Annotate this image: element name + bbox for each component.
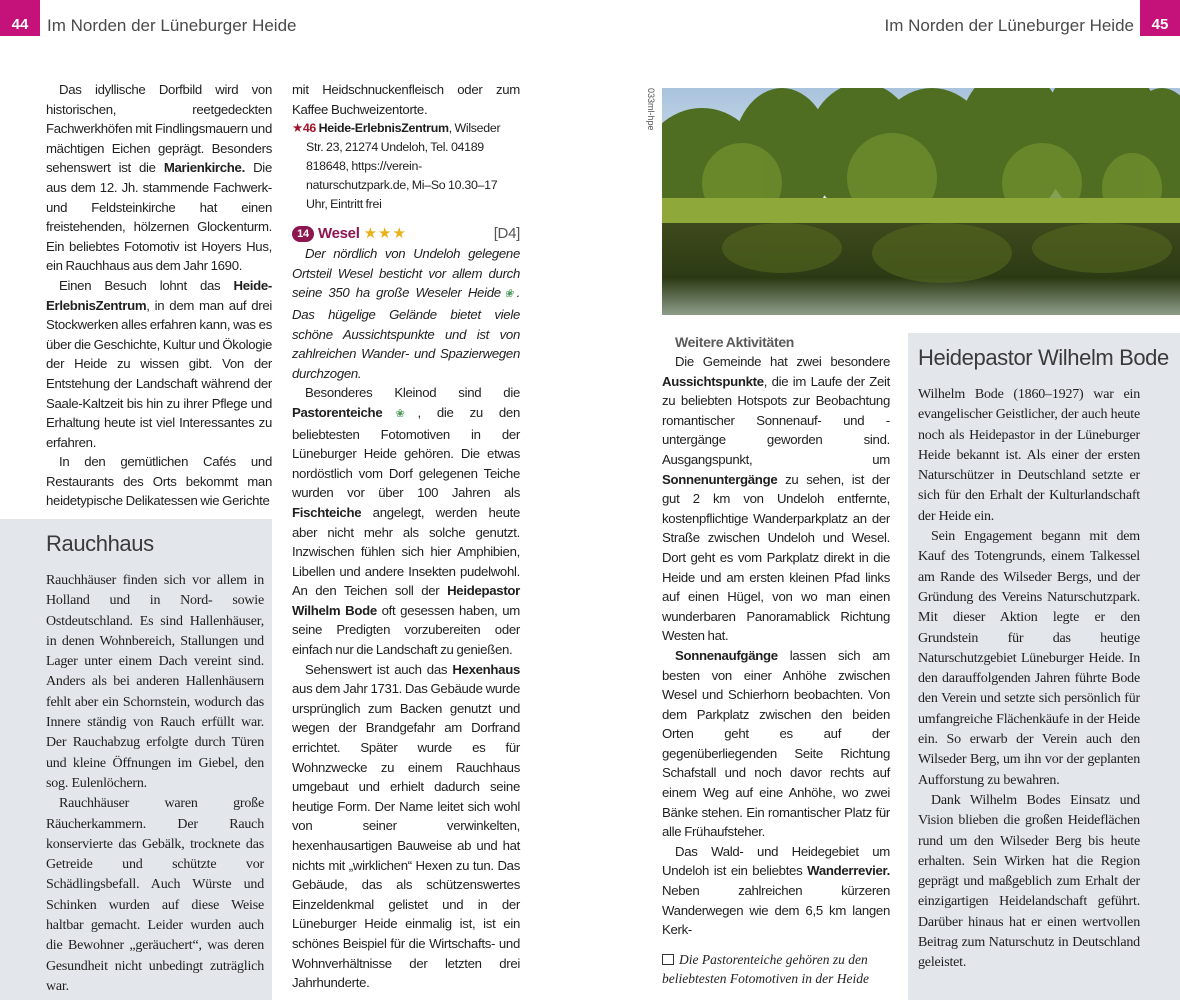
pond-forest-image (662, 88, 1180, 315)
text: oft gesessen haben, um seine Predigten vorzubereiten oder einfach nur die Landschaft zu genießen. (292, 602, 520, 658)
nature-icon: ❀ (382, 407, 418, 420)
text: Sehenswert ist auch das (305, 661, 453, 677)
paragraph: Rauchhäuser waren große Räucherkammern. Der Rauch konservierte das Gebälk, trocknete das Getreide und schützte vor Schädlingsbefall. Auch Würste und Schinken wurden auf diese Weise haltbar gemacht. Leider wurden auch die Bewohner „geräuchert“, was deren Gesundheit nicht unbedingt zuträglich war. (46, 796, 264, 994)
highlight-fischteiche: Fischteiche (292, 504, 362, 520)
column-3 (662, 333, 890, 940)
text: zu sehen, ist der gut 2 km von Undeloh entfernte, kostenpflichtige Wanderparkplatz an der Straße zwischen Undeloh und Wesel. Dort geht es vom Parkplatz direkt in die Heide und am ersten kleinen Pfad links auf einen Hügel, von wo man einen wunderbaren Panoramablick Richtung Westen hat. (662, 471, 890, 644)
photo-credit: 033ml-hpe (646, 88, 656, 131)
highlight-sonnenaufgaenge: Sonnenaufgänge (675, 647, 778, 663)
page-number-left-text: 44 (11, 16, 29, 33)
info-block (292, 119, 520, 214)
text: aus dem Jahr 1731. Das Gebäude wurde ursprünglich zum Backen genutzt und wegen der Brandgefahr am Dorfrand errichtet. Später wurde es für Wohnzwecke zu einem Rauchhaus umgebaut und erhielt dadurch seine heutige Form. Der Name leitet sich wohl von seiner verwinkelten, hexenhausartigen Bauweise ab und hat nichts mit „wirklichen“ Hexen zu tun. Das Gebäude, das als schützenswertes Einzeldenkmal gelistet und in der Lüneburger Heide einmalig ist, ist ein schönes Beispiel für die Wirtschafts- und Wohnverhältnisse der letzten drei Jahrhunderte. (292, 681, 520, 991)
highlight-sonnenuntergaenge: Sonnenuntergänge (662, 471, 778, 487)
caption-text: Die Pastorenteiche gehören zu den beliebtesten Fotomotiven in der Heide (662, 952, 869, 986)
box-body (918, 385, 1140, 974)
landscape-photo (662, 88, 1180, 315)
column-2 (292, 80, 520, 993)
text: angelegt, werden heute aber nicht mehr als solche genutzt. Inzwischen fühlen sich hier Amphibien, Libellen und andere Insekten pudelwohl. An den Teichen soll der (292, 504, 520, 599)
paragraph (292, 660, 520, 993)
info-details: , Wilseder Str. 23, 21274 Undeloh, Tel. 04189 818648, https://verein-naturschutzpark.de, Mi–So 10.30–17 Uhr, Eintritt frei (306, 121, 501, 212)
text: Einen Besuch lohnt das (59, 277, 234, 293)
paragraph (46, 276, 272, 452)
text: , in dem man auf drei Stockwerken alles erfahren kann, was es über die Geschichte, Kultur und Ökologie der Heide zu wissen gibt. Von der Entstehung der Landschaft während der Saale-Kaltzeit bis hin zu ihrer Pflege und Erhaltung heute ist viel Interessantes zu erfahren. (46, 297, 272, 450)
highlight-aussichtspunkte: Aussichtspunkte (662, 373, 764, 389)
entry-heading (292, 224, 520, 244)
highlight-wanderrevier: Wanderrevier. (807, 863, 890, 879)
subheading-weitere-aktivitaeten: Weitere Aktivitäten (675, 334, 795, 350)
text: Das idyllische Dorfbild wird von historischen, reetgedeckten Fachwerkhöfen mit Findlingsmauern und mächtigen Eichen geprägt. Besonders sehenswert ist die (46, 82, 272, 176)
rating-stars-icon: ★★★ (363, 225, 407, 243)
text: Neben zahlreichen kürzeren Wanderwegen wie dem 6,5 km langen Kerk- (662, 883, 890, 938)
sidebar-box-bode (908, 333, 1180, 1000)
nature-icon: ❀ (500, 288, 517, 301)
paragraph: Rauchhäuser finden sich vor allem in Holland und in Nord- sowie Ostdeutschland. Es sind Hallenhäuser, in denen Wohnbereich, Stallungen und Lager unter einem Dach vereint sind. Anders als bei anderen Hallenhäusern fehlt aber ein Schornstein, wodurch das Innere ständig von Rauch erfüllt war. Der Rauchabzug erfolgte durch Türen und kleine Öffnungen im Giebel, den sog. Eulenlöchern. (46, 573, 264, 791)
photo-caption (662, 950, 900, 988)
text: Der nördlich von Undeloh gelegene Ortsteil Wesel besticht vor allem durch seine 350 ha große Weseler Heide (292, 246, 520, 301)
text: Besonderes Kleinod sind die (305, 385, 520, 401)
highlight-marienkirche: Marienkirche. (163, 160, 245, 176)
paragraph: In den gemütlichen Cafés und Restaurants des Orts bekommt man heidetypische Delikatessen wie Gerichte (46, 454, 272, 509)
lead-paragraph (292, 244, 520, 383)
page-number-right (1140, 0, 1180, 36)
paragraph: Dank Wilhelm Bodes Einsatz und Vision blieben die großen Heideflächen rund um den Wilseder Berg bis heute erhalten. Sein Wirken hat die Region geprägt und maßgeblich zum Erhalt der einzigartigen Heidelandschaft geführt. Darüber hinaus hat er einen wertvollen Beitrag zum Naturschutz in Deutschland geleistet. (918, 792, 1140, 971)
star-icon: ★ (292, 121, 303, 136)
entry-name: Wesel (318, 225, 360, 243)
map-grid-reference: [D4] (493, 225, 520, 243)
highlight-heidepastor: Heidepastor Wilhelm Bode (292, 583, 520, 618)
paragraph (662, 646, 890, 842)
box-title: Rauchhaus (46, 531, 154, 556)
text: Die aus dem 12. Jh. stammende Fachwerk- und Feldsteinkirche hat einen freistehenden, hölzernen Glockenturm. Ein beliebtes Fotomotiv ist Hoyers Hus, ein Rauchhaus aus dem Jahr 1690. (46, 160, 272, 274)
text: , die zu den beliebtesten Fotomotiven in der Lüneburger Heide gehören. Die etwas nordöstlich vom Dorf gelegenen Teiche wurden vor über 100 Jahren als (292, 404, 520, 501)
highlight-heide-erlebniszentrum: Heide-ErlebnisZentrum (46, 277, 272, 313)
column-1 (46, 80, 272, 511)
paragraph (292, 383, 520, 659)
text: Die Gemeinde hat zwei besondere (675, 354, 890, 369)
paragraph (662, 352, 890, 646)
highlight-pastorenteiche: Pastorenteiche (292, 404, 383, 420)
text: lassen sich am besten von einer Anhöhe zwischen Wesel und Schierhorn beobachten. Von dem Parkplatz zwischen den beiden Orten geht es auf der gegenüberliegenden Seite Richtung Schafstall und noch davor rechts auf einem Weg auf eine Anhöhe, wo zwei Bänke stehen. Ein romantischer Platz für alle Frühaufsteher. (662, 647, 890, 840)
highlight-hexenhaus: Hexenhaus (452, 661, 520, 677)
running-title-right: Im Norden der Lüneburger Heide (884, 16, 1134, 35)
page-number-right-text: 45 (1151, 16, 1169, 33)
photo-caret-icon (662, 954, 674, 965)
text: , die im Laufe der Zeit zu beliebten Hotspots zur Beobachtung romantischer Sonnenauf- und -untergänge geworden sind. Ausgangspunkt, um (662, 373, 890, 467)
entry-number-badge: 14 (292, 226, 314, 242)
paragraph: Wilhelm Bode (1860–1927) war ein evangelischer Geistlicher, der auch heute noch als Heidepastor in der Lüneburger Heide bekannt ist. Als einer der ersten Naturschützer in Deutschland setzte er sich für den Erhalt der Kulturlandschaft der Heide ein. (918, 387, 1140, 524)
page-number-left (0, 0, 40, 36)
paragraph (662, 842, 890, 940)
box-title: Heidepastor Wilhelm Bode (918, 345, 1169, 370)
box-body (46, 571, 264, 997)
sidebar-box-rauchhaus (0, 519, 272, 1000)
paragraph: mit Heidschnuckenfleisch oder zum Kaffee Buchweizentorte. (292, 82, 520, 117)
info-name: Heide-ErlebnisZentrum (318, 121, 449, 136)
info-number: 46 (302, 121, 316, 136)
paragraph (46, 80, 272, 276)
paragraph: Sein Engagement begann mit dem Kauf des Totengrunds, einem Talkessel am Rande des Wilseder Bergs, und der Gründung des Vereins Naturschutzpark. Mit dieser Aktion legte er den Grundstein für das heutige Naturschutzgebiet Lüneburger Heide. In den darauffolgenden Jahren führte Bode den Verein und setzte sich persönlich für umfangreiche Flächenkäufe in der Heide ein. So erwarb der Verein auch den Wilseder Berg, um ihn vor der geplanten Aufforstung zu bewahren. (918, 529, 1140, 788)
text: . Das hügelige Gelände bietet viele schöne Aussichtspunkte und ist von zahlreichen Wander- und Spazierwegen durchzogen. (292, 285, 521, 381)
text: Das Wald- und Heidegebiet um Undeloh ist ein beliebtes (662, 843, 890, 879)
running-title-left: Im Norden der Lüneburger Heide (47, 16, 297, 35)
